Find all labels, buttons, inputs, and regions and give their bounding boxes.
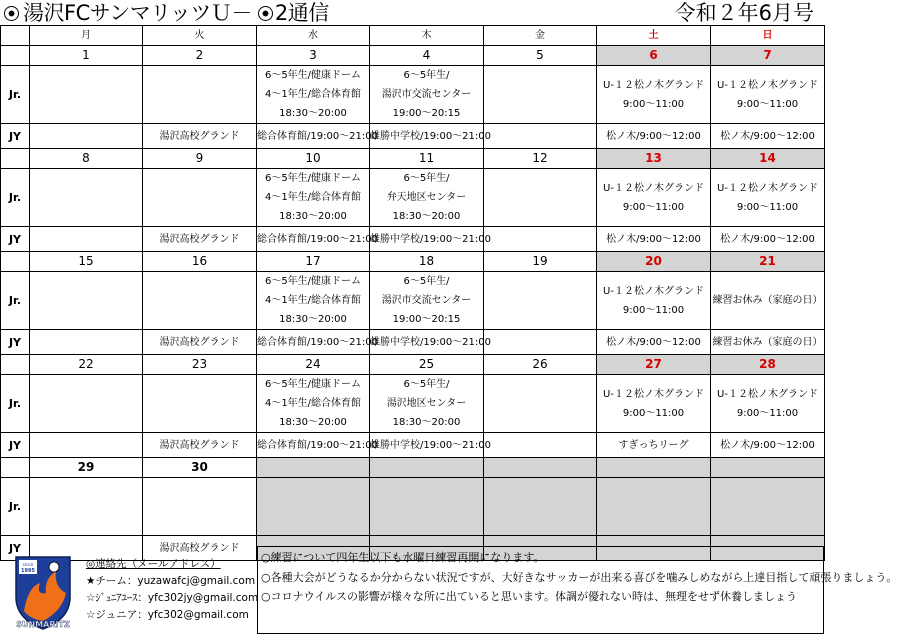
weekday-header-row <box>1 26 825 46</box>
row-label-jr: Jr. <box>1 375 30 433</box>
jy-schedule-cell: 湯沢高校グランド <box>143 536 257 561</box>
schedule-line: 6～5年生/健康ドーム <box>264 173 362 184</box>
contact-junior-youth: ☆ｼﾞｭﾆｱﾕｰｽ：yfc302jy@gmail.com <box>86 592 259 604</box>
date-row-label <box>1 46 30 66</box>
weekday-mon: 月 <box>30 26 143 46</box>
jr-schedule-cell <box>30 66 143 124</box>
schedule-line: 9:00～11:00 <box>736 98 799 110</box>
jy-schedule-cell: 松ノ木/9:00～12:00 <box>711 433 825 458</box>
schedule-line: 18:30～20:00 <box>279 314 347 325</box>
date-row-label <box>1 252 30 272</box>
jr-schedule-cell <box>484 375 597 433</box>
date-cell: 4 <box>370 46 484 66</box>
team-logo <box>10 553 76 633</box>
date-cell: 14 <box>711 149 825 169</box>
jy-schedule-cell <box>30 433 143 458</box>
logo-year-text: 1995 <box>21 568 35 574</box>
soccer-ball-icon <box>4 6 19 21</box>
weekday-thu: 木 <box>370 26 484 46</box>
schedule-line: 湯沢市交流センター <box>381 89 472 100</box>
schedule-line: 19:00～20:15 <box>392 314 461 325</box>
jy-schedule-cell: 松ノ木/9:00～12:00 <box>597 330 711 355</box>
jy-schedule-cell <box>484 433 597 458</box>
jr-row <box>1 272 825 330</box>
jr-schedule-cell <box>143 272 257 330</box>
jr-schedule-cell <box>597 66 711 124</box>
jy-schedule-cell: 湯沢高校グランド <box>143 124 257 149</box>
weekday-wed: 水 <box>257 26 370 46</box>
schedule-line: 6～5年生/ <box>403 173 450 184</box>
jr-row <box>1 375 825 433</box>
date-cell: 16 <box>143 252 257 272</box>
jy-schedule-cell <box>30 227 143 252</box>
schedule-calendar <box>0 25 825 561</box>
schedule-line: 9:00～11:00 <box>736 407 799 419</box>
date-cell: 7 <box>711 46 825 66</box>
schedule-line: 9:00～11:00 <box>622 201 685 213</box>
schedule-line: 弁天地区センター <box>386 192 467 203</box>
jy-schedule-cell: 総合体育館/19:00～21:00 <box>257 330 370 355</box>
date-cell: 29 <box>30 458 143 478</box>
date-cell: 8 <box>30 149 143 169</box>
notice-line: ○各種大会がどうなるか分からない状況ですが、大好きなサッカーが出来る喜びを噛みしめながら上達目指して頑張りましょう。 <box>261 570 897 584</box>
notice-line: ○練習について四年生以下も水曜日練習再開になります。 <box>261 551 545 564</box>
corner-cell <box>1 26 30 46</box>
date-cell: 15 <box>30 252 143 272</box>
jy-schedule-cell: 湯沢高校グランド <box>143 227 257 252</box>
jr-row <box>1 169 825 227</box>
jr-row <box>1 478 825 536</box>
weekday-tue: 火 <box>143 26 257 46</box>
jy-schedule-cell: 総合体育館/19:00～21:00 <box>257 124 370 149</box>
jy-schedule-cell <box>484 330 597 355</box>
notice-box <box>257 546 897 634</box>
contact-junior: ☆ジュニア：yfc302@gmail.com <box>86 609 249 621</box>
jy-row <box>1 227 825 252</box>
date-cell: 9 <box>143 149 257 169</box>
jr-schedule-cell <box>257 169 370 227</box>
header <box>0 0 824 26</box>
jr-schedule-cell <box>257 66 370 124</box>
jr-schedule-cell <box>597 478 711 536</box>
jy-row <box>1 124 825 149</box>
date-cell: 5 <box>484 46 597 66</box>
jy-schedule-cell <box>484 124 597 149</box>
row-label-jy: JY <box>1 124 30 149</box>
jr-schedule-cell <box>370 375 484 433</box>
jr-schedule-cell <box>143 375 257 433</box>
jy-schedule-cell: 松ノ木/9:00～12:00 <box>711 227 825 252</box>
date-cell: 3 <box>257 46 370 66</box>
schedule-line: 6～5年生/ <box>403 276 450 287</box>
date-row <box>1 252 825 272</box>
date-cell: 18 <box>370 252 484 272</box>
jy-schedule-cell: 松ノ木/9:00～12:00 <box>711 124 825 149</box>
date-cell: 28 <box>711 355 825 375</box>
date-cell: 12 <box>484 149 597 169</box>
schedule-line: 9:00～11:00 <box>622 304 685 316</box>
notice-line: ○コロナウイルスの影響が様々な所に出ていると思います。体調が優れない時は、無理をせず休養しましょう <box>261 590 798 603</box>
schedule-line: 6～5年生/ <box>403 70 450 81</box>
schedule-line: 湯沢市交流センター <box>381 295 472 306</box>
schedule-line: U-１２松ノ木グランド <box>717 79 818 91</box>
schedule-line: U-１２松ノ木グランド <box>603 388 704 400</box>
newsletter-title <box>4 1 329 25</box>
jy-schedule-cell <box>484 227 597 252</box>
row-label-jr: Jr. <box>1 66 30 124</box>
row-label-jy: JY <box>1 330 30 355</box>
jy-schedule-cell <box>30 330 143 355</box>
date-cell: 6 <box>597 46 711 66</box>
date-cell <box>370 458 484 478</box>
soccer-ball-icon <box>258 6 273 21</box>
title-text-right: 2通信 <box>274 1 329 25</box>
jr-schedule-cell <box>30 375 143 433</box>
schedule-line: 18:30～20:00 <box>392 211 461 222</box>
date-cell: 10 <box>257 149 370 169</box>
schedule-line: U-１２松ノ木グランド <box>603 182 704 194</box>
schedule-line: 18:30～20:00 <box>392 417 461 428</box>
date-cell: 25 <box>370 355 484 375</box>
jr-schedule-cell <box>257 272 370 330</box>
jy-schedule-cell: すぎっちリーグ <box>597 433 711 458</box>
schedule-line: 18:30～20:00 <box>279 211 347 222</box>
date-cell: 27 <box>597 355 711 375</box>
row-label-jr: Jr. <box>1 478 30 536</box>
date-cell: 22 <box>30 355 143 375</box>
issue-label: 令和２年6月号 <box>674 1 814 25</box>
row-label-jr: Jr. <box>1 169 30 227</box>
jy-schedule-cell: 松ノ木/9:00～12:00 <box>597 227 711 252</box>
contact-title: ◎連絡先（メールアドレス） <box>86 558 221 570</box>
jr-schedule-cell <box>370 272 484 330</box>
jr-schedule-cell <box>143 66 257 124</box>
date-row-label <box>1 458 30 478</box>
jy-schedule-cell <box>30 124 143 149</box>
jr-schedule-cell <box>257 375 370 433</box>
schedule-line: 9:00～11:00 <box>622 98 685 110</box>
date-row <box>1 355 825 375</box>
schedule-line: 19:00～20:15 <box>392 108 461 119</box>
jr-schedule-cell <box>30 169 143 227</box>
jy-row <box>1 330 825 355</box>
jr-schedule-cell <box>597 169 711 227</box>
date-row <box>1 458 825 478</box>
date-cell: 19 <box>484 252 597 272</box>
schedule-line: U-１２松ノ木グランド <box>603 79 704 91</box>
jy-schedule-cell: 雄勝中学校/19:00～21:00 <box>370 227 484 252</box>
date-cell: 17 <box>257 252 370 272</box>
title-text-left: 湯沢FCサンマリッツＵ－ <box>23 1 252 25</box>
jr-schedule-cell <box>30 272 143 330</box>
date-cell: 13 <box>597 149 711 169</box>
jr-schedule-cell <box>257 478 370 536</box>
jr-schedule-cell <box>143 478 257 536</box>
date-row-label <box>1 355 30 375</box>
jy-schedule-cell: 総合体育館/19:00～21:00 <box>257 433 370 458</box>
jy-schedule-cell: 雄勝中学校/19:00～21:00 <box>370 330 484 355</box>
schedule-line: 6～5年生/健康ドーム <box>264 276 362 287</box>
jr-schedule-cell <box>370 478 484 536</box>
schedule-line: U-１２松ノ木グランド <box>603 285 704 297</box>
jy-schedule-cell: 湯沢高校グランド <box>143 330 257 355</box>
schedule-line: 6～5年生/健康ドーム <box>264 379 362 390</box>
jr-schedule-cell <box>484 169 597 227</box>
date-cell: 11 <box>370 149 484 169</box>
schedule-line: 4～1年生/総合体育館 <box>264 295 362 306</box>
schedule-line: U-１２松ノ木グランド <box>717 182 818 194</box>
jr-row <box>1 66 825 124</box>
jr-schedule-cell <box>711 375 825 433</box>
jy-schedule-cell: 雄勝中学校/19:00～21:00 <box>370 433 484 458</box>
date-cell: 30 <box>143 458 257 478</box>
schedule-line: 9:00～11:00 <box>622 407 685 419</box>
jr-schedule-cell <box>370 66 484 124</box>
schedule-line: 4～1年生/総合体育館 <box>264 398 362 409</box>
row-label-jy: JY <box>1 536 30 561</box>
date-cell <box>257 458 370 478</box>
jy-schedule-cell: 雄勝中学校/19:00～21:00 <box>370 124 484 149</box>
jr-schedule-cell <box>711 478 825 536</box>
jy-schedule-cell: 湯沢高校グランド <box>143 433 257 458</box>
date-cell: 21 <box>711 252 825 272</box>
schedule-line: 18:30～20:00 <box>279 108 347 119</box>
schedule-line: U-１２松ノ木グランド <box>717 388 818 400</box>
weeks-body <box>1 46 825 561</box>
row-label-jr: Jr. <box>1 272 30 330</box>
date-cell <box>484 458 597 478</box>
date-row <box>1 46 825 66</box>
jr-schedule-cell <box>484 272 597 330</box>
date-cell: 24 <box>257 355 370 375</box>
jy-schedule-cell: 総合体育館/19:00～21:00 <box>257 227 370 252</box>
date-cell: 20 <box>597 252 711 272</box>
jr-schedule-cell <box>711 169 825 227</box>
jy-schedule-cell: 松ノ木/9:00～12:00 <box>597 124 711 149</box>
jr-schedule-cell <box>484 66 597 124</box>
schedule-line: 4～1年生/総合体育館 <box>264 192 362 203</box>
jr-schedule-cell <box>30 478 143 536</box>
jr-schedule-cell <box>484 478 597 536</box>
jr-schedule-cell <box>370 169 484 227</box>
schedule-line: 6～5年生/健康ドーム <box>264 70 362 81</box>
schedule-line: 9:00～11:00 <box>736 201 799 213</box>
jr-schedule-cell <box>143 169 257 227</box>
date-cell: 26 <box>484 355 597 375</box>
jr-schedule-cell <box>711 66 825 124</box>
jy-schedule-cell: 練習お休み（家庭の日） <box>711 330 825 355</box>
date-cell <box>711 458 825 478</box>
weekday-fri: 金 <box>484 26 597 46</box>
date-row-label <box>1 149 30 169</box>
date-cell: 23 <box>143 355 257 375</box>
weekday-sat: 土 <box>597 26 711 46</box>
schedule-line: 18:30～20:00 <box>279 417 347 428</box>
contact-info <box>86 556 258 624</box>
schedule-line: 4～1年生/総合体育館 <box>264 89 362 100</box>
jr-schedule-cell <box>597 375 711 433</box>
date-cell: 2 <box>143 46 257 66</box>
jy-row <box>1 433 825 458</box>
jr-schedule-cell <box>711 272 825 330</box>
date-row <box>1 149 825 169</box>
contact-team: ★チーム：yuzawafcj@gmail.com <box>86 575 256 587</box>
row-label-jy: JY <box>1 227 30 252</box>
schedule-line: 6～5年生/ <box>403 379 450 390</box>
jr-schedule-cell <box>597 272 711 330</box>
logo-since-text: since <box>22 562 34 567</box>
schedule-line: 湯沢地区センター <box>386 398 467 409</box>
date-cell: 1 <box>30 46 143 66</box>
logo-name-text: SUNMARITZ <box>16 620 70 629</box>
schedule-line: 練習お休み（家庭の日） <box>712 295 823 306</box>
date-cell <box>597 458 711 478</box>
row-label-jy: JY <box>1 433 30 458</box>
weekday-sun: 日 <box>711 26 825 46</box>
